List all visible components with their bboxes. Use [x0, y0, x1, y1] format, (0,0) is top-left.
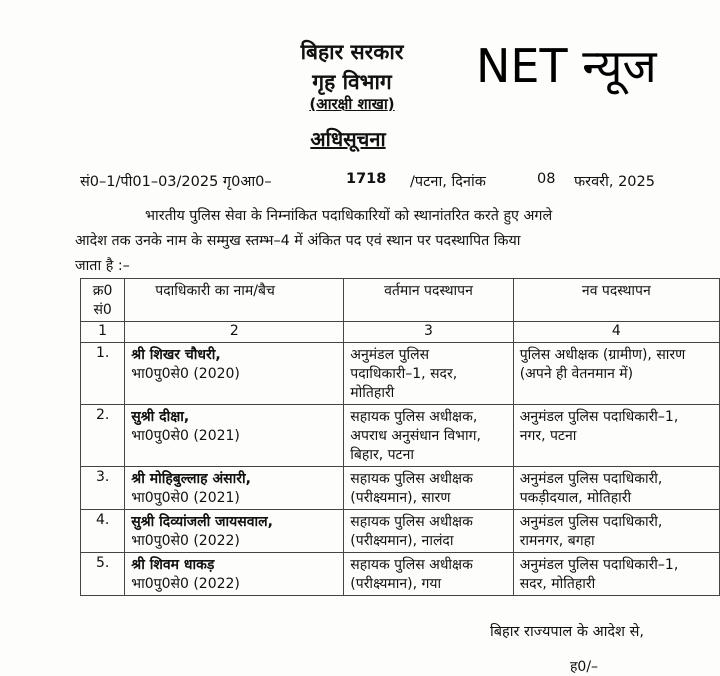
current-posting-line: मोतिहारी [350, 385, 395, 401]
row-current-posting [344, 553, 513, 596]
row-current-posting [344, 510, 513, 553]
current-posting-line: (परीक्ष्यमान), सारण [350, 490, 451, 506]
table-row [81, 467, 720, 510]
notification-title: अधिसूचना [310, 127, 386, 151]
reference-day: 08 [537, 171, 556, 187]
new-posting-line: नगर, पटना [519, 428, 577, 444]
row-current-posting [344, 343, 513, 405]
row-current-posting [344, 467, 513, 510]
reference-month-year: फरवरी, 2025 [574, 174, 655, 190]
header-department-line1: बिहार सरकार [300, 40, 404, 64]
header-new: नव पदस्थापन [513, 279, 719, 322]
current-posting-line: अपराध अनुसंधान विभाग, [350, 428, 481, 444]
row-officer [125, 467, 344, 510]
officer-batch: भा0पु0से0 (2022) [131, 576, 240, 592]
table-row [81, 510, 720, 553]
new-posting-line: सदर, मोतिहारी [519, 576, 596, 592]
officer-name: सुश्री दिव्यांजली जायसवाल, [131, 514, 273, 530]
table-row [81, 405, 720, 467]
table-header-row [81, 279, 720, 322]
row-new-posting [513, 467, 719, 510]
paragraph-line: जाता है :– [75, 258, 130, 274]
current-posting-line: बिहार, पटना [350, 447, 415, 463]
officer-batch: भा0पु0से0 (2021) [131, 490, 240, 506]
current-posting-line: सहायक पुलिस अधीक्षक [350, 514, 473, 530]
table-row [81, 343, 720, 405]
new-posting-line: (अपने ही वेतनमान में) [519, 366, 634, 382]
officer-name: सुश्री दीक्षा, [131, 409, 190, 425]
row-new-posting [513, 510, 719, 553]
row-serial: 4. [81, 510, 125, 553]
row-officer [125, 405, 344, 467]
current-posting-line: अनुमंडल पुलिस [350, 347, 430, 363]
current-posting-line: (परीक्ष्यमान), नालंदा [350, 533, 454, 549]
column-number: 4 [513, 322, 719, 343]
new-posting-line: अनुमंडल पुलिस पदाधिकारी, [519, 514, 663, 530]
paragraph-line: आदेश तक उनके नाम के सम्मुख स्तम्भ–4 में अंकित पद एवं स्थान पर पदस्थापित किया [75, 233, 521, 249]
reference-number: सं0–1/पी01–03/2025 गृ0आ0– [80, 174, 272, 190]
header-branch [0, 94, 712, 114]
row-current-posting [344, 405, 513, 467]
row-new-posting [513, 405, 719, 467]
header-serial-line: क्र0 [92, 283, 113, 299]
row-new-posting [513, 553, 719, 596]
officer-batch: भा0पु0से0 (2021) [131, 428, 240, 444]
officer-name: श्री शिवम धाकड़ [131, 557, 215, 573]
officer-name: श्री शिखर चौधरी, [131, 347, 221, 363]
header-department-line2: गृह विभाग [312, 70, 392, 94]
header-serial [81, 279, 125, 322]
reference-serial: 1718 [346, 171, 387, 187]
governor-order-text: बिहार राज्यपाल के आदेश से, [490, 624, 644, 640]
row-new-posting [513, 343, 719, 405]
row-serial: 3. [81, 467, 125, 510]
row-officer [125, 553, 344, 596]
new-posting-line: पुलिस अधीक्षक (ग्रामीण), सारण [519, 347, 686, 363]
table-row [81, 553, 720, 596]
new-posting-line: पकड़ीदयाल, मोतिहारी [519, 490, 632, 506]
signature-mark: ह0/– [570, 659, 599, 675]
current-posting-line: सहायक पुलिस अधीक्षक [350, 471, 473, 487]
column-number: 2 [125, 322, 344, 343]
current-posting-line: सहायक पुलिस अधीक्षक [350, 557, 473, 573]
current-posting-line: सहायक पुलिस अधीक्षक, [350, 409, 478, 425]
row-officer [125, 510, 344, 553]
brand-watermark: NET न्यूज [476, 39, 657, 93]
row-serial: 5. [81, 553, 125, 596]
current-posting-line: (परीक्ष्यमान), गया [350, 576, 442, 592]
row-officer [125, 343, 344, 405]
row-serial: 1. [81, 343, 125, 405]
notification-paragraph [75, 204, 665, 279]
new-posting-line: अनुमंडल पुलिस पदाधिकारी–1, [519, 409, 679, 425]
header-current: वर्तमान पदस्थापन [344, 279, 513, 322]
paragraph-line: भारतीय पुलिस सेवा के निम्नांकित पदाधिकारियों को स्थानांतरित करते हुए अगले [145, 208, 553, 224]
reference-place-label: /पटना, दिनांक [410, 174, 486, 190]
column-number: 3 [344, 322, 513, 343]
new-posting-line: अनुमंडल पुलिस पदाधिकारी, [519, 471, 663, 487]
header-serial-line: सं0 [93, 302, 112, 318]
current-posting-line: पदाधिकारी–1, सदर, [350, 366, 458, 382]
officer-batch: भा0पु0से0 (2022) [131, 533, 240, 549]
transfer-table [80, 278, 720, 596]
new-posting-line: अनुमंडल पुलिस पदाधिकारी–1, [519, 557, 679, 573]
header-name: पदाधिकारी का नाम/बैच [125, 279, 344, 322]
officer-name: श्री मोहिबुल्लाह अंसारी, [131, 471, 251, 487]
officer-batch: भा0पु0से0 (2020) [131, 366, 240, 382]
column-number: 1 [81, 322, 125, 343]
column-number-row [81, 322, 720, 343]
header-branch-text: ( आरक्षी शाखा ) [309, 95, 394, 113]
row-serial: 2. [81, 405, 125, 467]
new-posting-line: रामनगर, बगहा [519, 533, 595, 549]
